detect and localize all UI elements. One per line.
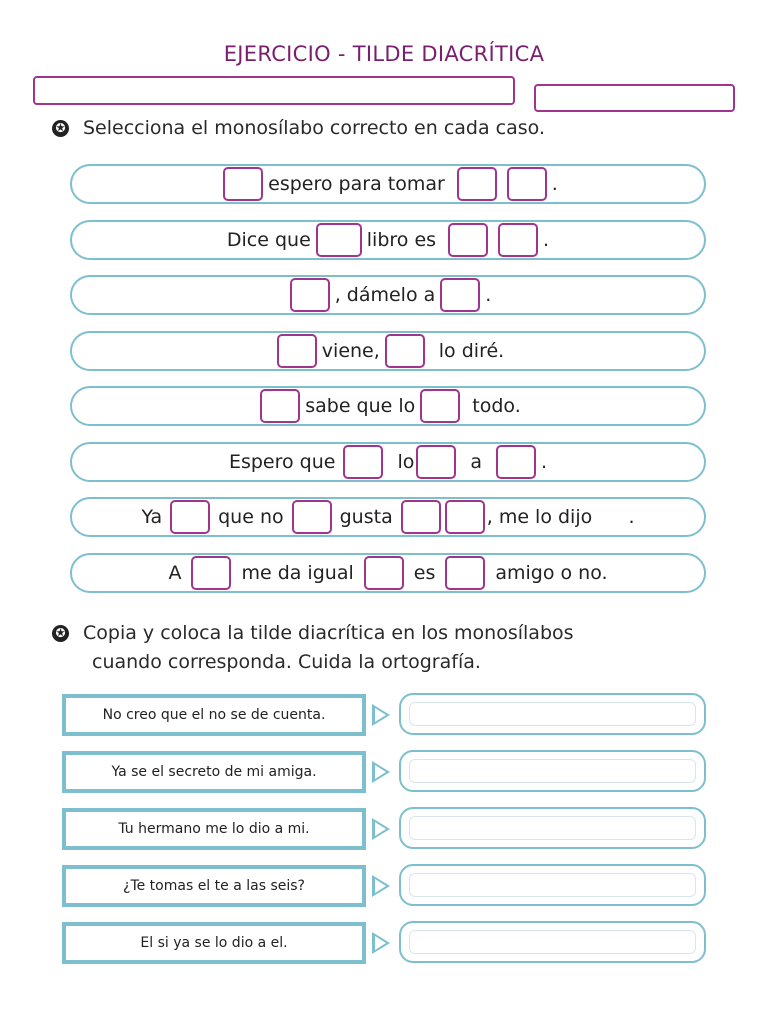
answer-box[interactable] [385,334,425,368]
star-bullet-icon: ✪ [52,120,69,137]
exercise-row-5 [70,386,706,426]
answer-box[interactable] [420,389,460,423]
exercise-row-4 [70,331,706,371]
row-text: . [541,451,548,473]
instruction-1-text: Selecciona el monosílabo correcto en cada caso. [83,117,545,139]
arrow-right-icon [372,818,390,840]
row-text: gusta [339,506,393,528]
row-text: libro es [366,229,437,251]
answer-box[interactable] [498,223,538,257]
row-text: amigo o no. [495,562,608,584]
row-text: me da igual [241,562,354,584]
arrow-right-icon [372,761,390,783]
row-text: lo [397,451,415,473]
answer-box[interactable] [223,167,263,201]
instruction-1 [52,114,545,143]
row-text: a [470,451,483,473]
exercise-row-1 [70,164,706,204]
row-text: viene, [321,340,380,362]
exercise-row-3 [70,275,706,315]
source-sentence-3: Tu hermano me lo dio a mi. [62,808,366,850]
row-text: es [413,562,436,584]
star-bullet-icon: ✪ [52,625,69,642]
source-sentence-5: El si ya se lo dio a el. [62,922,366,964]
source-sentence-4: ¿Te tomas el te a las seis? [62,865,366,907]
answer-box[interactable] [364,556,404,590]
answer-box[interactable] [448,223,488,257]
arrow-right-icon [372,704,390,726]
row-text: , dámelo a [334,284,436,306]
row-text: todo. [472,395,521,417]
answer-field-5[interactable] [399,921,706,963]
instruction-2 [52,619,574,677]
answer-field-1[interactable] [399,693,706,735]
name-field[interactable] [33,76,515,105]
arrow-right-icon [372,932,390,954]
row-text: sabe que lo [305,395,416,417]
instruction-2-line-1: Copia y coloca la tilde diacrítica en los monosílabos [83,622,574,644]
source-sentence-2: Ya se el secreto de mi amiga. [62,751,366,793]
answer-box[interactable] [292,500,332,534]
instruction-2-line-2: cuando corresponda. Cuida la ortografía. [92,651,481,673]
answer-box[interactable] [445,500,485,534]
row-text: . [485,284,492,306]
answer-box[interactable] [343,445,383,479]
row-text: Ya [141,506,163,528]
answer-box[interactable] [170,500,210,534]
exercise-row-2 [70,220,706,260]
answer-field-2[interactable] [399,750,706,792]
exercise-row-8 [70,553,706,593]
answer-box[interactable] [445,556,485,590]
exercise-row-6 [70,442,706,482]
answer-field-4[interactable] [399,864,706,906]
row-text: , me lo dijo . [486,506,635,528]
answer-box[interactable] [440,278,480,312]
page-title: EJERCICIO - TILDE DIACRÍTICA [223,42,545,66]
row-text: Dice que [226,229,311,251]
answer-box[interactable] [496,445,536,479]
answer-box[interactable] [416,445,456,479]
row-text: espero para tomar [268,173,445,195]
answer-box[interactable] [290,278,330,312]
answer-box[interactable] [191,556,231,590]
source-sentence-1: No creo que el no se de cuenta. [62,694,366,736]
row-text: que no [218,506,284,528]
row-text: lo diré. [438,340,505,362]
answer-box[interactable] [401,500,441,534]
date-field[interactable] [534,84,735,112]
row-text: . [551,173,558,195]
answer-box[interactable] [277,334,317,368]
exercise-row-7 [70,497,706,537]
row-text: A [168,562,182,584]
answer-box[interactable] [260,389,300,423]
answer-field-3[interactable] [399,807,706,849]
answer-box[interactable] [507,167,547,201]
row-text: Espero que [228,451,336,473]
answer-box[interactable] [316,223,362,257]
answer-box[interactable] [457,167,497,201]
row-text: . [543,229,550,251]
arrow-right-icon [372,875,390,897]
